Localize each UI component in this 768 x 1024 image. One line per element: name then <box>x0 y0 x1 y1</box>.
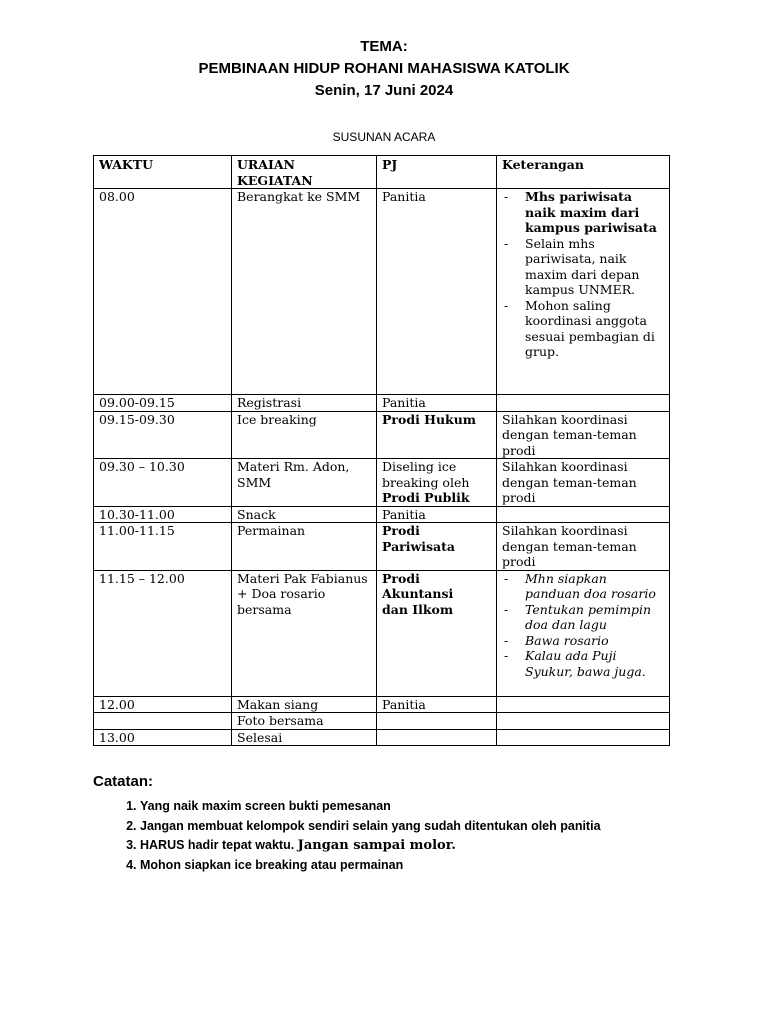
list-item: - Mhs pariwisata naik maxim dari kampus pariwisata <box>502 189 664 236</box>
table-row <box>94 506 670 523</box>
cell-pj <box>377 729 497 746</box>
cell-waktu: 08.00 <box>94 189 232 395</box>
header <box>0 36 768 102</box>
cell-keterangan: Silahkan koordinasi dengan teman-teman prodi <box>497 523 670 571</box>
cell-waktu: 09.15-09.30 <box>94 411 232 459</box>
note-emphasis: Jangan sampai molor. <box>297 838 456 853</box>
cell-pj: Panitia <box>377 506 497 523</box>
cell-pj: Panitia <box>377 189 497 395</box>
cell-waktu <box>94 713 232 730</box>
list-item: - Mohon saling koordinasi anggota sesuai pembagian di grup. <box>502 298 664 360</box>
schedule-table <box>93 155 670 746</box>
cell-waktu: 13.00 <box>94 729 232 746</box>
list-item: 1. Yang naik maxim screen bukti pemesanan <box>140 797 700 817</box>
cell-keterangan <box>497 506 670 523</box>
list-item <box>140 836 700 856</box>
cell-uraian: Ice breaking <box>232 411 377 459</box>
cell-keterangan <box>497 713 670 730</box>
table-row <box>94 729 670 746</box>
cell-pj <box>377 713 497 730</box>
table-row <box>94 395 670 412</box>
cell-keterangan <box>497 189 670 395</box>
header-keterangan: Keterangan <box>497 156 670 189</box>
list-item: 4. Mohon siapkan ice breaking atau permainan <box>140 856 700 876</box>
catatan-title: Catatan: <box>93 773 154 790</box>
table-row <box>94 459 670 507</box>
cell-pj: Prodi Akuntansi dan Ilkom <box>377 570 497 696</box>
note-text: HARUS hadir tepat waktu. <box>140 838 295 852</box>
header-pj: PJ <box>377 156 497 189</box>
schedule-subtitle: SUSUNAN ACARA <box>332 130 436 144</box>
cell-pj: Prodi Hukum <box>377 411 497 459</box>
list-item: - Tentukan pemimpin doa dan lagu <box>502 602 664 633</box>
cell-uraian: Selesai <box>232 729 377 746</box>
cell-waktu: 11.15 – 12.00 <box>94 570 232 696</box>
catatan-list <box>93 797 700 875</box>
table-row <box>94 713 670 730</box>
header-waktu: WAKTU <box>94 156 232 189</box>
list-item: - Mhn siapkan panduan doa rosario <box>502 571 664 602</box>
cell-uraian: Snack <box>232 506 377 523</box>
cell-uraian: Foto bersama <box>232 713 377 730</box>
tema-label: TEMA: <box>360 38 408 55</box>
document-title: PEMBINAAN HIDUP ROHANI MAHASISWA KATOLIK <box>198 60 570 77</box>
table-row <box>94 189 670 395</box>
table-row <box>94 570 670 696</box>
cell-keterangan <box>497 696 670 713</box>
cell-keterangan <box>497 729 670 746</box>
cell-keterangan: Silahkan koordinasi dengan teman-teman prodi <box>497 411 670 459</box>
cell-waktu: 10.30-11.00 <box>94 506 232 523</box>
cell-uraian: Berangkat ke SMM <box>232 189 377 395</box>
cell-uraian: Permainan <box>232 523 377 571</box>
table-row <box>94 523 670 571</box>
cell-waktu: 09.30 – 10.30 <box>94 459 232 507</box>
table-row <box>94 411 670 459</box>
pj-prodi: Prodi Publik <box>382 490 470 505</box>
header-uraian: URAIAN KEGIATAN <box>232 156 377 189</box>
table-row <box>94 696 670 713</box>
cell-waktu: 09.00-09.15 <box>94 395 232 412</box>
list-item: - Kalau ada Puji Syukur, bawa juga. <box>502 648 664 679</box>
cell-keterangan: Silahkan koordinasi dengan teman-teman prodi <box>497 459 670 507</box>
table-header-row <box>94 156 670 189</box>
cell-pj: Panitia <box>377 395 497 412</box>
cell-waktu: 11.00-11.15 <box>94 523 232 571</box>
list-item: - Selain mhs pariwisata, naik maxim dari depan kampus UNMER. <box>502 236 664 298</box>
cell-waktu: 12.00 <box>94 696 232 713</box>
cell-uraian: Materi Rm. Adon, SMM <box>232 459 377 507</box>
cell-uraian: Registrasi <box>232 395 377 412</box>
list-item: - Bawa rosario <box>502 633 664 649</box>
document-date: Senin, 17 Juni 2024 <box>314 82 454 99</box>
cell-pj <box>377 459 497 507</box>
list-item: 2. Jangan membuat kelompok sendiri selain yang sudah ditentukan oleh panitia <box>140 817 700 837</box>
pj-text: Diseling ice breaking oleh <box>382 459 470 490</box>
cell-pj: Panitia <box>377 696 497 713</box>
cell-uraian: Materi Pak Fabianus + Doa rosario bersama <box>232 570 377 696</box>
cell-keterangan <box>497 395 670 412</box>
cell-pj: Prodi Pariwisata <box>377 523 497 571</box>
cell-keterangan <box>497 570 670 696</box>
cell-uraian: Makan siang <box>232 696 377 713</box>
